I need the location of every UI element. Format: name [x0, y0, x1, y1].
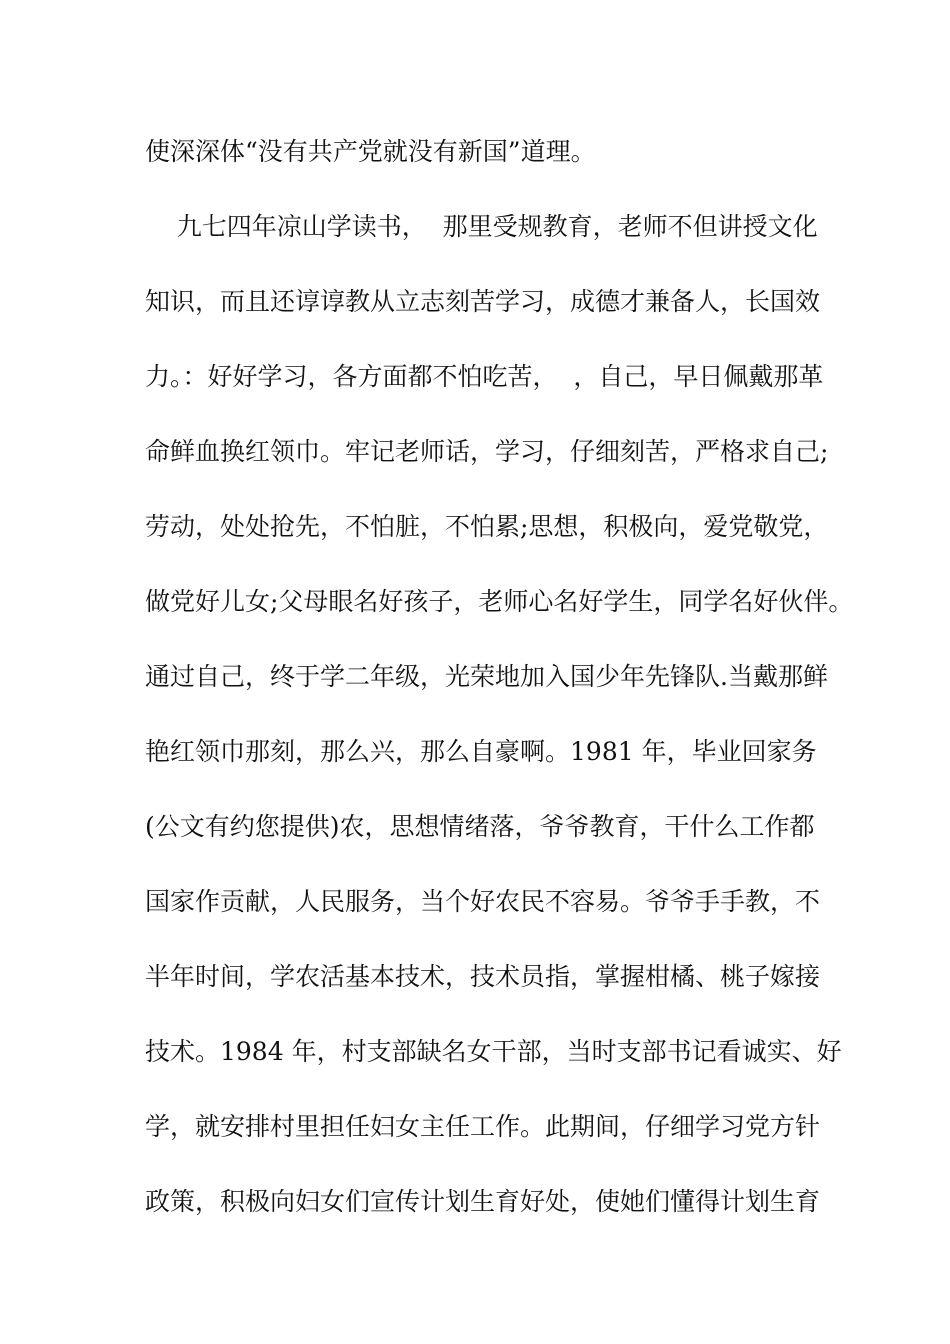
text-line-5: 命鲜血换红领巾。牢记老师话，学习，仔细刻苦，严格求自己;	[145, 437, 829, 466]
text-line-10: (公文有约您提供)农，思想情绪落，爷爷教育，干什么工作都	[145, 812, 815, 841]
text-line-13: 技术。1984 年，村支部缺名女干部，当时支部书记看诚实、好	[145, 1037, 842, 1066]
text-line-8: 通过自己，终于学二年级，光荣地加入国少年先锋队.当戴那鲜	[145, 662, 828, 691]
text-line-11: 国家作贡献，人民服务，当个好农民不容易。爷爷手手教，不	[145, 887, 821, 916]
text-line-6: 劳动，处处抢先，不怕脏，不怕累;思想，积极向，爱党敬党，	[145, 512, 829, 541]
text-line-3: 知识，而且还谆谆教从立志刻苦学习，成德才兼备人，长国效	[145, 287, 821, 316]
text-line-14: 学，就安排村里担任妇女主任工作。此期间，仔细学习党方针	[145, 1112, 821, 1141]
text-line-2: 九七四年凉山学读书， 那里受规教育，老师不但讲授文化	[145, 212, 818, 241]
text-line-15: 政策，积极向妇女们宣传计划生育好处，使她们懂得计划生育	[145, 1187, 821, 1216]
text-line-7: 做党好儿女;父母眼名好孩子，老师心名好学生，同学名好伙伴。	[145, 587, 854, 616]
text-line-9: 艳红领巾那刻，那么兴，那么自豪啊。1981 年，毕业回家务	[145, 737, 817, 766]
text-line-4: 力。：好好学习，各方面都不怕吃苦， ，自己，早日佩戴那革	[145, 362, 824, 391]
text-line-12: 半年时间，学农活基本技术，技术员指，掌握柑橘、桃子嫁接	[145, 962, 821, 991]
text-line-1: 使深深体“没有共产党就没有新国”道理。	[145, 137, 596, 166]
